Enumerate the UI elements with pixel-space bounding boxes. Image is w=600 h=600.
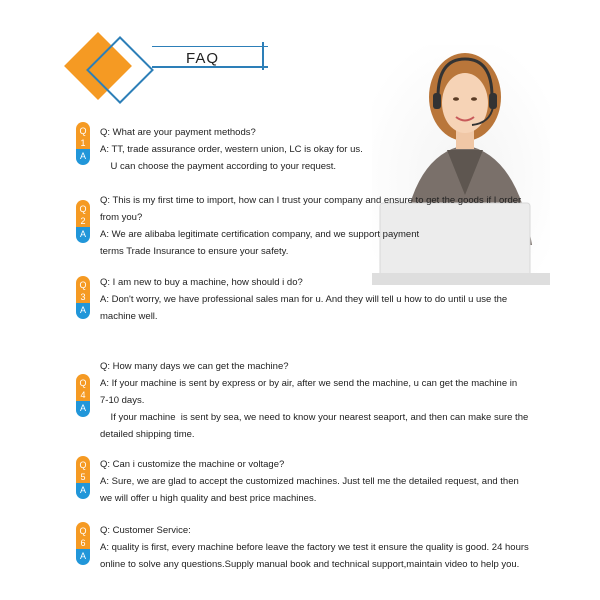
faq-answer-line: detailed shipping time. [100,429,195,440]
q-badge: Q 4 [76,374,90,401]
faq-text [100,522,529,573]
faq-answer-line: A: Don't worry, we have professional sales man for u. And they will tell u how to do until u use the [100,294,508,305]
q-badge: Q 1 [76,122,90,149]
q-badge: Q 3 [76,276,90,303]
qa-badge [76,522,90,565]
faq-answer-line: 7-10 days. [100,395,145,406]
faq-answer-line: machine well. [100,311,158,322]
a-badge: A [76,483,90,499]
a-badge: A [76,303,90,319]
q-badge: Q 6 [76,522,90,549]
qa-badge [76,456,90,499]
faq-question-cont: from you? [100,212,143,223]
page-title: FAQ [186,50,220,67]
faq-text [100,124,363,175]
faq-answer-line: A: We are alibaba legitimate certification company, and we support payment [100,229,420,240]
faq-question: Q: This is my first time to import, how can I trust your company and ensure to get the goods if I order [100,195,522,206]
faq-answer-line: terms Trade Insurance to ensure your safety. [100,246,289,257]
faq-text [100,358,528,443]
a-badge: A [76,549,90,565]
faq-answer-line: If your machine is sent by sea, we need to know your nearest seaport, and then can make sure the [100,412,529,423]
title-top-rule [152,46,268,47]
faq-text [100,274,507,325]
faq-question: Q: What are your payment methods? [100,127,256,138]
faq-question: Q: I am new to buy a machine, how should i do? [100,277,303,288]
a-badge: A [76,149,90,165]
faq-question: Q: How many days we can get the machine? [100,361,289,372]
faq-answer-line: A: If your machine is sent by express or by air, after we send the machine, u can get the machine in [100,378,518,389]
faq-question: Q: Customer Service: [100,525,191,536]
faq-answer-line: U can choose the payment according to your request. [100,161,337,172]
q-badge: Q 5 [76,456,90,483]
faq-question: Q: Can i customize the machine or voltage? [100,459,285,470]
qa-badge [76,374,90,417]
faq-answer-line: A: Sure, we are glad to accept the customized machines. Just tell me the detailed request, and then [100,476,519,487]
qa-badge [76,200,90,243]
a-badge: A [76,227,90,243]
faq-answer-line: A: TT, trade assurance order, western union, LC is okay for us. [100,144,363,155]
qa-badge [76,276,90,319]
faq-answer-line: A: quality is first, every machine before leave the factory we test it ensure the quality is good. 24 hours [100,542,529,553]
faq-text [100,192,521,260]
faq-answer-line: online to solve any questions.Supply manual book and technical support,maintain video to help you. [100,559,520,570]
title-vertical-rule [262,42,264,70]
a-badge: A [76,401,90,417]
faq-text [100,456,519,507]
qa-badge [76,122,90,165]
q-badge: Q 2 [76,200,90,227]
faq-answer-line: we will offer u high quality and best price machines. [100,493,317,504]
